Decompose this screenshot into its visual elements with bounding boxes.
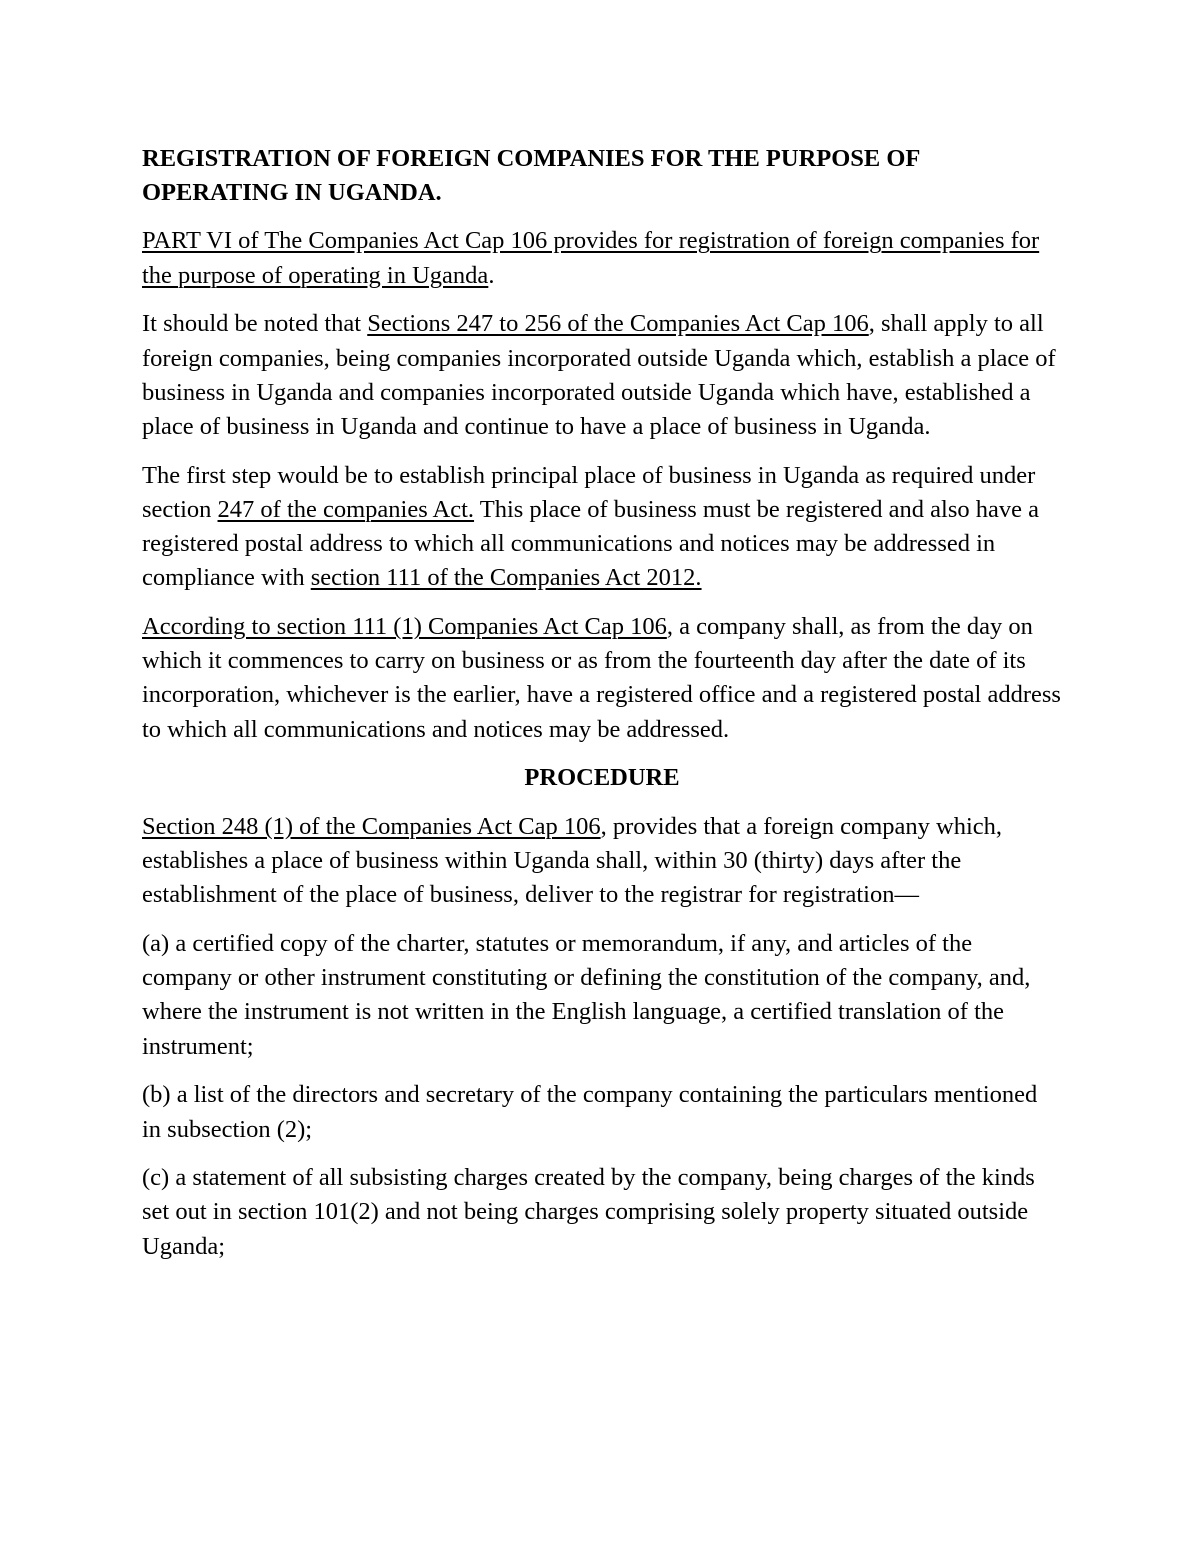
paragraph-section-111 xyxy=(142,610,1062,747)
reference-sections-247-256: Sections 247 to 256 of the Companies Act Cap 106 xyxy=(367,310,869,338)
paragraph-first-step xyxy=(142,459,1062,596)
reference-section-111: section 111 of the Companies Act 2012. xyxy=(310,564,702,592)
paragraph-section-111-post: , a company shall, as from the day on which it commences to carry on business or as from the fourteenth day after the date of its incorporation, whichever is the earlier, have a registered office and a registered postal address to which all communications and notices may be addressed. xyxy=(142,612,1061,743)
paragraph-sections-pre: It should be noted that xyxy=(142,310,368,338)
reference-section-111-1: According to section 111 (1) Companies Act Cap 106 xyxy=(142,612,667,640)
reference-section-248-1: Section 248 (1) of the Companies Act Cap 106 xyxy=(142,812,601,840)
paragraph-section-248 xyxy=(142,810,1062,913)
document-title: REGISTRATION OF FOREIGN COMPANIES FOR THE PURPOSE OF OPERATING IN UGANDA. xyxy=(142,145,920,207)
paragraph-sections-post: , shall apply to all foreign companies, being companies incorporated outside Uganda which, establish a place of business in Uganda and companies incorporated outside Uganda which have, established a place of business in Uganda and continue to have a place of business in Uganda. xyxy=(142,310,1056,440)
list-item-b: (b) a list of the directors and secretary of the company containing the particulars mentioned in subsection (2); xyxy=(142,1081,1038,1143)
paragraph-first-step-pre: The first step would be to establish principal place of business in Uganda as required under section xyxy=(142,461,1036,523)
reference-section-247: 247 of the companies Act. xyxy=(217,495,475,523)
paragraph-sections-247-256 xyxy=(142,307,1062,444)
procedure-heading: PROCEDURE xyxy=(524,764,680,792)
paragraph-part-vi xyxy=(142,224,1062,292)
list-item-c: (c) a statement of all subsisting charges created by the company, being charges of the kinds set out in section 101(2) and not being charges comprising solely property situated outside Uganda; xyxy=(142,1164,1035,1260)
paragraph-part-vi-end: . xyxy=(488,261,495,289)
reference-part-vi: PART VI of The Companies Act Cap 106 provides for registration of foreign companies for the purpose of operating in Uganda xyxy=(142,227,1040,289)
paragraph-section-248-post: , provides that a foreign company which, establishes a place of business within Uganda shall, within 30 (thirty) days after the establishment of the place of business, deliver to the registrar for registration— xyxy=(142,812,1003,909)
list-item-a: (a) a certified copy of the charter, statutes or memorandum, if any, and articles of the company or other instrument constituting or defining the constitution of the company, and, where the instrument is not written in the English language, a certified translation of the instrument; xyxy=(142,930,1031,1060)
paragraph-first-step-mid: This place of business must be registered and also have a registered postal address to which all communications and notices may be addressed in compliance with xyxy=(142,495,1039,592)
document-page xyxy=(142,142,1062,1278)
